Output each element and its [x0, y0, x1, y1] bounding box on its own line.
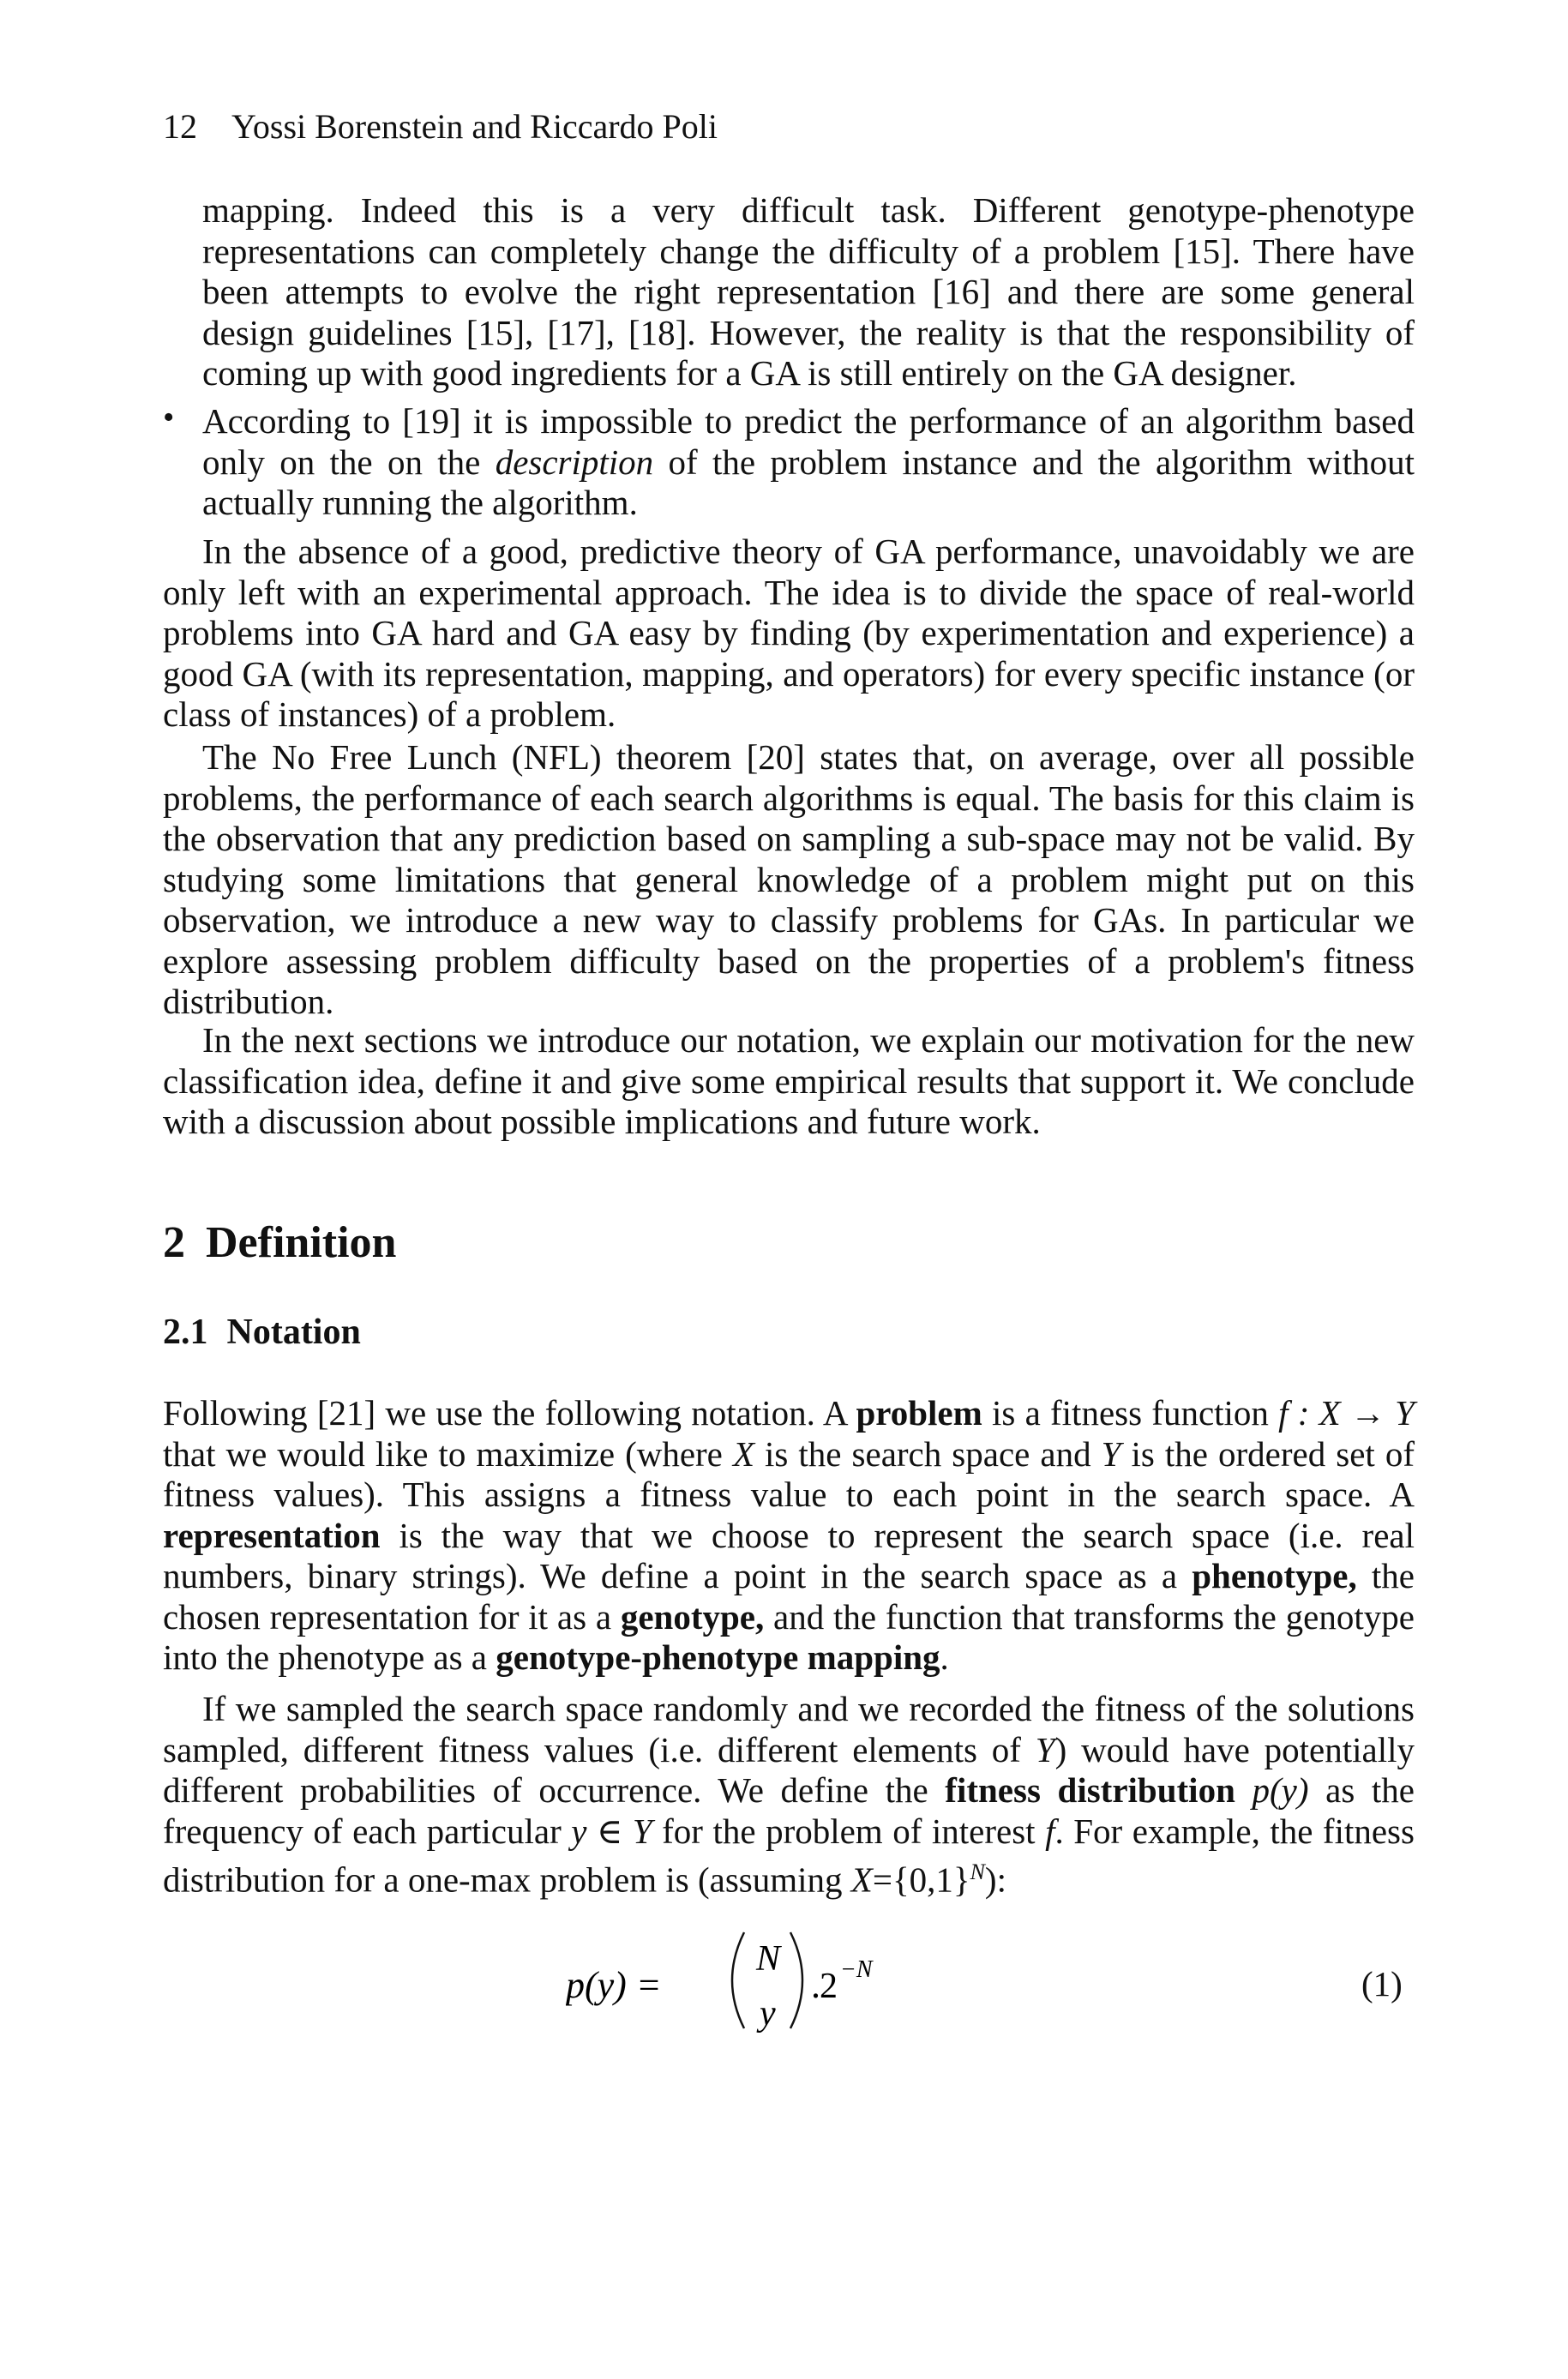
term-genotype: genotype,: [620, 1596, 765, 1637]
subsection-heading: [163, 1312, 361, 1353]
bullet-1-continuation: mapping. Indeed this is a very difficult task. Different genotype-phenotype representations can completely change the difficulty of a problem [15]. There have been attempts to evolve the right representation [16] and there are some general design guidelines [15], [17], [18]. However, the reality is that the responsibility of coming up with good ingredients for a GA is still entirely on the GA designer.: [202, 190, 1415, 393]
paragraph-next-sections: In the next sections we introduce our notation, we explain our motivation for the new classification idea, define it and give some empirical results that support it. We conclude with a discussion about possible implications and future work.: [163, 1020, 1415, 1141]
term-problem: problem: [856, 1393, 982, 1433]
emphasis-description: description: [495, 442, 654, 482]
paragraph-notation: Following [21] we use the following notation. A problem is a fitness function f : X → Y that we would like to maximize (where X is the search space and Y is the ordered set of fitness values). This assigns a fitness value to each point in the search space. A representation is the way that we choose to represent the search space (i.e. real numbers, binary strings). We define a point in the search space as a phenotype, the chosen representation for it as a genotype, and the function that transforms the genotype into the phenotype as a genotype-phenotype mapping.: [163, 1393, 1415, 1677]
subsection-title: Notation: [226, 1313, 361, 1352]
equation-number: (1): [1361, 1964, 1403, 2004]
paragraph-fitness-distribution: If we sampled the search space randomly and we recorded the fitness of the solutions sampled, different fitness values (i.e. different elements of Y) would have potentially different probabilities of occurrence. We define the fitness distribution p(y) as the frequency of each particular y ∈ Y for the problem of interest f. For example, the fitness distribution for a one-max problem is (assuming $X=\{0,1\}^N$):: [163, 1689, 1415, 1900]
binomial-top: N: [756, 1939, 781, 1979]
section-title: Definition: [206, 1218, 397, 1267]
term-fitness-distribution: fitness distribution: [945, 1770, 1235, 1810]
equation-base: 2: [820, 1967, 838, 2006]
equation-dot: .: [811, 1964, 820, 2006]
binomial-bottom: y: [760, 1994, 776, 2034]
section-heading: [163, 1217, 396, 1268]
equation-lhs: p(y) =: [566, 1964, 662, 2006]
page-number: 12: [163, 107, 197, 146]
term-phenotype: phenotype,: [1192, 1556, 1357, 1595]
paragraph-nfl-theorem: The No Free Lunch (NFL) theorem [20] states that, on average, over all possible problems, the performance of each search algorithms is equal. The basis for this claim is the observation that any prediction based on sampling a sub-space may not be valid. By studying some limitations that general knowledge of a problem might put on this observation, we introduce a new way to classify problems for GAs. In particular we explore assessing problem difficulty based on the properties of a problem's fitness distribution.: [163, 737, 1415, 1021]
running-header: [163, 106, 718, 147]
bullet-2-marker: •: [163, 400, 175, 436]
subsection-number: 2.1: [163, 1313, 208, 1352]
running-header-authors: Yossi Borenstein and Riccardo Poli: [231, 107, 718, 146]
equation-exponent: −N: [840, 1956, 873, 1983]
section-number: 2: [163, 1218, 185, 1267]
bullet-2: According to [19] it is impossible to predict the performance of an algorithm based only on the on the description of the problem instance and the algorithm without actually running the algorithm.: [202, 401, 1415, 522]
term-representation: representation: [163, 1515, 381, 1555]
binomial-left-paren: [732, 1932, 744, 2028]
binomial-right-paren: [790, 1932, 802, 2028]
equation-1: [566, 1920, 926, 2040]
paragraph-experimental-approach: In the absence of a good, predictive theory of GA performance, unavoidably we are only left with an experimental approach. The idea is to divide the space of real-world problems into GA hard and GA easy by finding (by experimentation and experience) a good GA (with its representation, mapping, and operators) for every specific instance (or class of instances) of a problem.: [163, 532, 1415, 734]
math-fitness-function: f : X → Y: [1278, 1393, 1415, 1433]
math-y-in-Y: y ∈ Y: [571, 1811, 652, 1851]
term-genotype-phenotype-mapping: genotype-phenotype mapping: [496, 1637, 940, 1677]
